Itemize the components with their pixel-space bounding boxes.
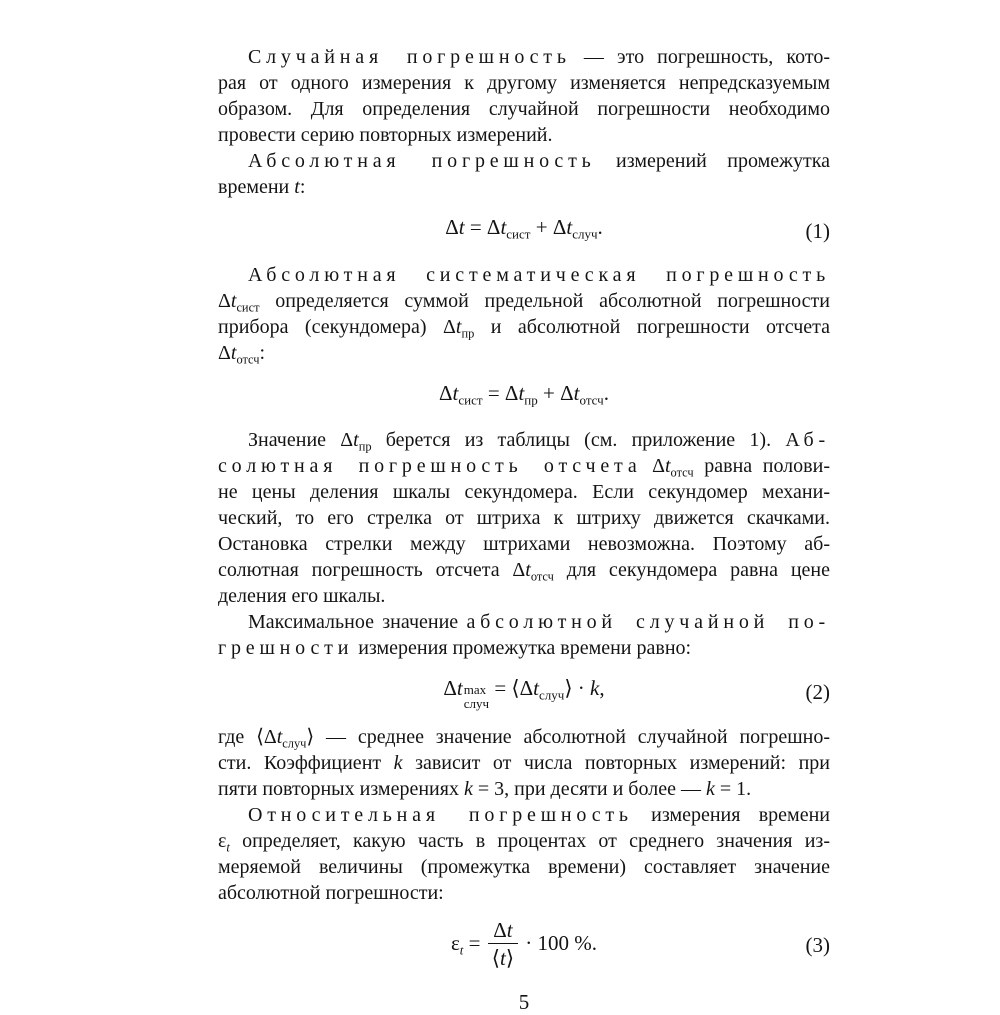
text-run: случ [282, 736, 307, 750]
text-run: случ [538, 687, 565, 703]
text-run: пр [358, 439, 372, 454]
formula-block [218, 914, 830, 976]
text-line: Абсолютная погрешность измерений промежутка [248, 150, 830, 172]
text-run: пр [524, 392, 538, 408]
text-line: абсолютной погрешности: [218, 881, 444, 904]
paragraph [218, 609, 830, 661]
equation-number: (3) [805, 932, 830, 957]
text-run: t [518, 380, 525, 405]
text-line: рая от одного измерения к другому изменяется непредсказуемым [218, 72, 830, 94]
paragraph [218, 148, 830, 200]
text-run: t [230, 289, 237, 312]
text-run: отсч [236, 351, 260, 366]
text-run: k [590, 676, 600, 701]
text-line: провести серию повторных измерений. [218, 124, 553, 146]
formula-block [218, 374, 830, 420]
fraction [488, 918, 518, 972]
text-run: абсолютной случайной по- [466, 611, 831, 634]
paragraph [218, 262, 830, 366]
equation-number: (1) [805, 218, 830, 243]
text-run: t [533, 676, 539, 701]
formula: Δt max случ = $⟨\Delta t_{случ}⟩ \cdot k$, [443, 676, 605, 712]
formula-block [218, 208, 830, 254]
text-line: не цены деления шкалы секундомера. Если секундомер механи- [218, 481, 830, 504]
formula: $\varepsilon_t$ = $\frac{\Delta t}{⟨t⟩}$ · 100 %. [451, 931, 597, 955]
text-line: образом. Для определения случайной погрешности необходимо [218, 98, 830, 120]
text-run: t [506, 917, 513, 942]
paragraph [218, 802, 830, 906]
text-line: Относительная погрешность измерения времени [248, 803, 830, 826]
text-run: отсч [579, 392, 604, 408]
paragraph [218, 724, 830, 802]
subscript: случ [463, 696, 490, 712]
text-line: Случайная погрешность — это погрешность, кото- [248, 46, 830, 68]
text-run: t [500, 215, 507, 239]
text-line: грешности измерения промежутка времени равно: [218, 637, 692, 660]
text-run: t [459, 942, 464, 958]
text-run: t [226, 840, 230, 854]
text-run: t [456, 676, 463, 701]
text-run: k [705, 777, 715, 800]
text-line [218, 262, 830, 288]
text-run: t [452, 380, 459, 405]
text-run: t [353, 429, 359, 452]
text-run: случ [572, 226, 598, 242]
text-run: k [393, 751, 403, 774]
text-line: Остановка стрелки между штрихами невозможна. Поэтому аб- [218, 533, 830, 556]
text-line: ческий, то его стрелка от штриха к штриху движется скачками. [218, 507, 830, 530]
fraction-denominator: ⟨t⟩ [491, 945, 515, 970]
superscript: max [463, 681, 487, 697]
text-line: меряемой величины (промежутка времени) составляет значение [218, 855, 830, 878]
paragraph [218, 44, 830, 148]
text-run: Случайная погрешность [248, 46, 571, 68]
text-run: t [664, 455, 671, 478]
text-line: времени t: [218, 176, 306, 198]
paragraph [218, 427, 830, 609]
text-run: пр [461, 325, 475, 340]
text-line: прибора (секундомера) $\Delta t_{пр}$ и абсолютной погрешности отсчета [218, 315, 831, 340]
text-run: Абсолютная погрешность [248, 150, 596, 172]
text-run: грешности [218, 637, 354, 660]
text-run: отсч [670, 465, 694, 480]
page-content [218, 44, 830, 976]
text-run: t [276, 725, 283, 748]
text-run: t [573, 380, 580, 405]
text-run: t [230, 341, 237, 364]
text-line: деления его шкалы. [218, 585, 386, 608]
text-run: t [458, 215, 465, 239]
sup-sub-stack [464, 683, 489, 712]
equation-number: (2) [805, 680, 830, 705]
text-line: где $⟨\Delta t_{случ}⟩$ — среднее значение абсолютной случайной погрешно- [218, 725, 830, 750]
text-run: Абсолютная систематическая погрешность [248, 263, 830, 286]
text-run: Относительная погрешность [248, 803, 633, 826]
text-run: сист [458, 392, 483, 408]
text-run: t [525, 559, 531, 582]
text-line: солютная погрешность отсчета $\Delta t_{отсч}$ для секундомера равна цене [218, 559, 830, 584]
text-line: $\Delta t_{сист}$ определяется суммой предельной абсолютной погрешности [218, 289, 830, 314]
formula-block [218, 669, 830, 716]
text-run: t [455, 315, 462, 338]
text-run: отсч [530, 569, 554, 584]
text-line: солютная погрешность отсчета $\Delta t_{отсч}$ равна полови- [218, 455, 830, 480]
text-run: t [294, 176, 300, 198]
text-line: $\Delta t_{отсч}$: [218, 341, 266, 366]
text-line: пяти повторных измерениях k = 3, при десяти и более — k = 1. [218, 777, 752, 800]
formula: $\Delta t_{сист} = \Delta t_{пр} + \Delta t_{отсч}$. [439, 380, 609, 408]
formula: $\Delta t = \Delta t_{сист} + \Delta t_{случ}$. [445, 215, 603, 242]
text-run: t [566, 215, 573, 239]
text-run: Аб- [785, 429, 830, 452]
text-run: солютная погрешность отсчета [218, 455, 642, 478]
text-run: t [499, 945, 506, 970]
text-run: сист [236, 299, 260, 314]
text-line: сти. Коэффициент k зависит от числа повторных измерений: при [218, 751, 830, 774]
text-line: Максимальное значение абсолютной случайной по- [248, 611, 831, 634]
text-line: $\varepsilon_t$ определяет, какую часть в процентах от среднего значения из- [218, 829, 830, 854]
text-line: Значение $\Delta t_{пр}$ берется из таблицы (см. приложение 1). Аб- [248, 429, 830, 454]
text-run: сист [506, 226, 531, 242]
fraction-numerator: Δt [488, 918, 518, 944]
text-run: k [463, 777, 473, 800]
page-number: 5 [518, 990, 530, 1015]
